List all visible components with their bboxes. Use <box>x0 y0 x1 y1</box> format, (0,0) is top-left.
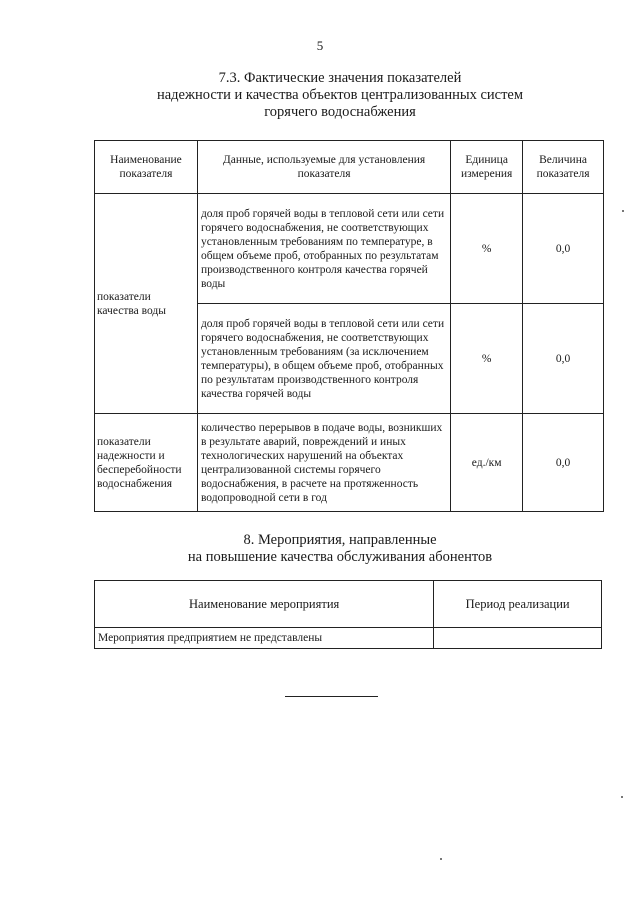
heading-line: 7.3. Фактические значения показателей <box>218 70 462 86</box>
indicator-unit: % <box>451 304 523 414</box>
measures-table <box>94 580 602 649</box>
scan-speck <box>621 796 623 798</box>
table-header-row <box>95 141 604 194</box>
header-data-used: Данные, используемые для установления показателя <box>197 141 450 194</box>
measure-name: Мероприятия предприятием не представлены <box>95 628 434 649</box>
indicators-table <box>94 140 604 512</box>
header-indicator-name: Наименование показателя <box>95 141 198 194</box>
section-7-3-heading <box>60 70 620 121</box>
indicator-value: 0,0 <box>523 414 604 512</box>
header-value: Величина показателя <box>523 141 604 194</box>
table-row <box>95 414 604 512</box>
header-unit: Единица измерения <box>451 141 523 194</box>
indicator-value: 0,0 <box>523 194 604 304</box>
indicator-group-name: показатели надежности и бесперебойности водоснабжения <box>95 414 198 512</box>
heading-line: горячего водоснабжения <box>264 104 416 120</box>
indicator-data: доля проб горячей воды в тепловой сети или сети горячего водоснабжения, не соответствующих установленным требованиям (за исключением температуры), в общем объеме проб, отобранных по результатам производственного контроля качества горячей воды <box>197 304 450 414</box>
indicator-data: доля проб горячей воды в тепловой сети или сети горячего водоснабжения, не соответствующих установленным требованиям по температуре, в общем объеме проб, отобранных по результатам производственного контроля качества горячей воды <box>197 194 450 304</box>
indicator-value: 0,0 <box>523 304 604 414</box>
heading-line: на повышение качества обслуживания абонентов <box>187 549 493 565</box>
indicator-data: количество перерывов в подаче воды, возникших в результате аварий, повреждений и иных технологических нарушений на объектах централизованной системы горячего водоснабжения, в расчете на протяженность водопроводной сети в год <box>197 414 450 512</box>
separator-line <box>285 696 378 697</box>
table-header-row <box>95 581 602 628</box>
scan-speck <box>622 210 624 212</box>
header-period: Период реализации <box>434 581 602 628</box>
header-measure-name: Наименование мероприятия <box>95 581 434 628</box>
table-row <box>95 628 602 649</box>
page-number: 5 <box>316 38 324 53</box>
section-8-heading <box>60 532 620 566</box>
heading-line: 8. Мероприятия, направленные <box>243 532 437 548</box>
table-row <box>95 194 604 304</box>
measure-period <box>434 628 602 649</box>
scan-speck <box>440 858 442 860</box>
indicator-unit: ед./км <box>451 414 523 512</box>
indicator-group-name: показатели качества воды <box>95 194 198 414</box>
indicator-unit: % <box>451 194 523 304</box>
heading-line: надежности и качества объектов централизованных систем <box>156 87 524 103</box>
